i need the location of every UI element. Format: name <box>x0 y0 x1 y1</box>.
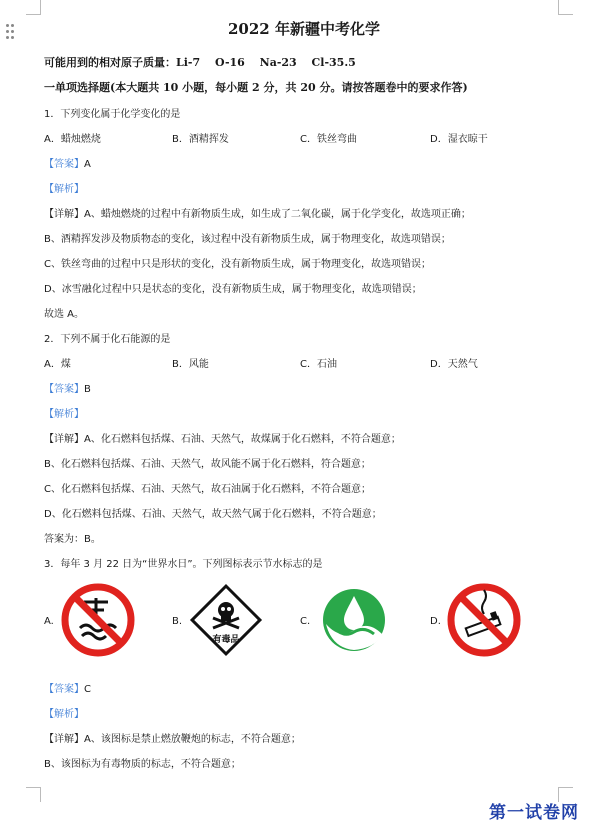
q2-detail-b: B、化石燃料包括煤、石油、天然气，故风能不属于化石燃料，符合题意； <box>44 459 371 470</box>
q3-option-a: A. <box>44 580 174 660</box>
q2-answer <box>44 380 91 395</box>
poison-icon <box>186 580 266 660</box>
q1-option-d: D．湿衣晾干 <box>430 134 488 145</box>
q1-detail-a: 【详解】A、蜡烛燃烧的过程中有新物质生成，如生成了二氧化碳，属于化学变化，故选项正确； <box>44 209 471 220</box>
q2-detail-a: 【详解】A、化石燃料包括煤、石油、天然气，故煤属于化石燃料，不符合题意； <box>44 434 401 445</box>
answer-value: A <box>84 159 91 170</box>
q2-conclusion: 答案为：B。 <box>44 534 101 545</box>
q2-option-a: A．煤 <box>44 359 71 370</box>
no-smoking-icon <box>444 580 524 660</box>
q2-option-d: D．天然气 <box>430 359 478 370</box>
q3-detail-a: 【详解】A、该图标是禁止燃放鞭炮的标志，不符合题意； <box>44 734 301 745</box>
answer-value: C <box>84 684 91 695</box>
q2-option-c: C．石油 <box>300 359 337 370</box>
water-saving-icon <box>314 580 394 660</box>
page-corner-mark <box>26 787 41 802</box>
q1-detail-b: B、酒精挥发涉及物质物态的变化，该过程中没有新物质生成，属于物理变化，故选项错误； <box>44 234 451 245</box>
question-2-stem: 2．下列不属于化石能源的是 <box>44 334 171 345</box>
page-title: 2022 年新疆中考化学 <box>228 20 380 38</box>
q1-detail-d: D、冰雪融化过程中只是状态的变化，没有新物质生成，属于物理变化，故选项错误； <box>44 284 422 295</box>
q2-detail-d: D、化石燃料包括煤、石油、天然气，故天然气属于化石燃料，不符合题意； <box>44 509 382 520</box>
q1-conclusion: 故选 A。 <box>44 309 85 320</box>
q2-analysis-tag: 【解析】 <box>44 409 84 420</box>
atomic-mass-line: 可能用到的相对原子质量：Li-7 O-16 Na-23 Cl-35.5 <box>44 56 356 69</box>
q1-option-a: A．蜡烛燃烧 <box>44 134 101 145</box>
q3-option-d: D. <box>430 580 560 660</box>
q2-detail-c: C、化石燃料包括煤、石油、天然气，故石油属于化石燃料，不符合题意； <box>44 484 371 495</box>
poison-text: 有毒品 <box>212 635 240 645</box>
answer-value: B <box>84 384 91 395</box>
page-corner-mark <box>558 0 573 15</box>
q1-option-b: B．酒精挥发 <box>172 134 229 145</box>
answer-tag: 【答案】 <box>44 384 84 395</box>
site-watermark: 第一试卷网 <box>489 803 579 823</box>
q2-option-b: B．风能 <box>172 359 209 370</box>
q3-option-c: C. <box>300 580 430 660</box>
detail-tag: 【详解】 <box>44 734 84 745</box>
detail-tag: 【详解】 <box>44 434 84 445</box>
question-3-stem: 3．每年 3 月 22 日为“世界水日”。下列图标表示节水标志的是 <box>44 559 323 570</box>
q3-answer <box>44 680 91 695</box>
q1-answer <box>44 155 91 170</box>
q1-option-c: C．铁丝弯曲 <box>300 134 357 145</box>
answer-tag: 【答案】 <box>44 159 84 170</box>
drag-handle-icon[interactable] <box>6 24 16 42</box>
page-corner-mark <box>26 0 41 15</box>
q3-analysis-tag: 【解析】 <box>44 709 84 720</box>
detail-tag: 【详解】 <box>44 209 84 220</box>
q1-analysis-tag: 【解析】 <box>44 184 84 195</box>
no-firecrackers-icon <box>58 580 138 660</box>
q1-detail-c: C、铁丝弯曲的过程中只是形状的变化，没有新物质生成，属于物理变化，故选项错误； <box>44 259 431 270</box>
answer-tag: 【答案】 <box>44 684 84 695</box>
q3-option-b: B. 有毒品 <box>172 580 302 660</box>
question-1-stem: 1．下列变化属于化学变化的是 <box>44 109 181 120</box>
q3-detail-b: B、该图标为有毒物质的标志，不符合题意； <box>44 759 241 770</box>
section-heading: 一单项选择题(本大题共 10 小题，每小题 2 分，共 20 分。请按答题卷中的要求作答) <box>44 81 468 94</box>
